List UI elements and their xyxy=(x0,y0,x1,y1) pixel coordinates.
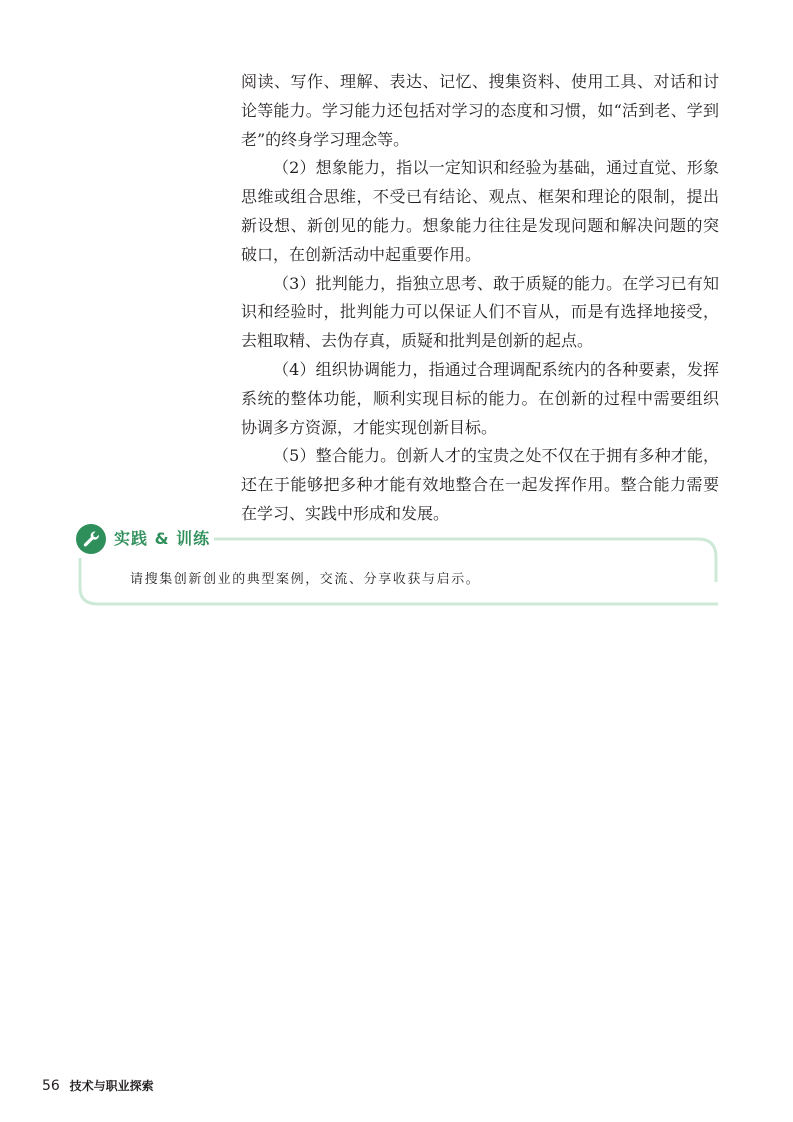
paragraph-coordination-ability: （4）组织协调能力，指通过合理调配系统内的各种要素，发挥系统的整体功能，顺利实现目标的能力。在创新的过程中需要组织协调多方资源，才能实现创新目标。 xyxy=(241,359,719,437)
book-title: 技术与职业探索 xyxy=(69,1079,154,1093)
practice-title: 实践 & 训练 xyxy=(114,526,214,549)
wrench-icon xyxy=(76,524,106,554)
page-number: 56 xyxy=(42,1078,60,1094)
practice-box xyxy=(74,522,722,610)
paragraph-critical-ability: （3）批判能力，指独立思考、敢于质疑的能力。在学习已有知识和经验时，批判能力可以保证人们不盲从，而是有选择地接受，去粗取精、去伪存真，质疑和批判是创新的起点。 xyxy=(241,273,719,351)
body-text xyxy=(241,68,719,529)
paragraph-imagination-ability: （2）想象能力，指以一定知识和经验为基础，通过直觉、形象思维或组合思维，不受已有结论、观点、框架和理论的限制，提出新设想、新创见的能力。想象能力往往是发现问题和解决问题的突破口，在创新活动中起重要作用。 xyxy=(241,158,719,264)
paragraph-learning-ability: 阅读、写作、理解、表达、记忆、搜集资料、使用工具、对话和讨论等能力。学习能力还包括对学习的态度和习惯，如“活到老、学到老”的终身学习理念等。 xyxy=(241,72,719,149)
paragraph-integration-ability: （5）整合能力。创新人才的宝贵之处不仅在于拥有多种才能，还在于能够把多种才能有效地整合在一起发挥作用。整合能力需要在学习、实践中形成和发展。 xyxy=(241,446,719,523)
page-footer xyxy=(42,1077,154,1094)
practice-instruction: 请搜集创新创业的典型案例，交流、分享收获与启示。 xyxy=(130,572,481,587)
